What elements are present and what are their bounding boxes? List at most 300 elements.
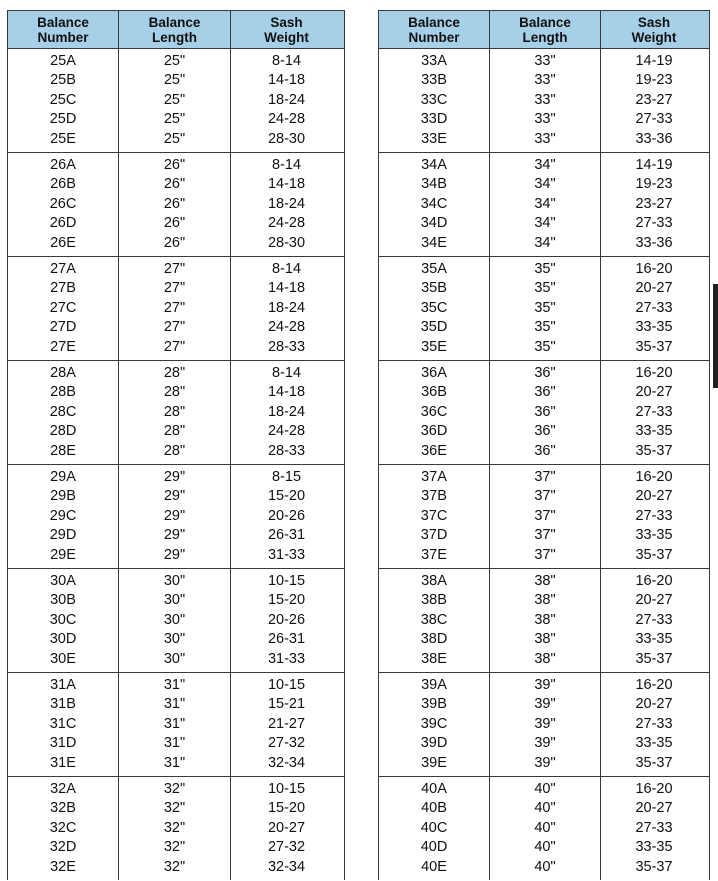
balance-length-cell: 33" bbox=[534, 72, 556, 89]
balance-length-cell: 35" bbox=[534, 260, 556, 277]
balance-number-cell: 38B bbox=[421, 592, 447, 609]
balance-number-cell: 29B bbox=[50, 488, 76, 505]
sash-weight-cell: 20-26 bbox=[267, 507, 306, 524]
balance-length-cell: 40" bbox=[534, 819, 556, 836]
balance-length-cell: 27" bbox=[163, 299, 186, 316]
balance-length-cell: 32" bbox=[163, 819, 186, 836]
row-group bbox=[8, 361, 344, 465]
sash-weight-column bbox=[601, 569, 707, 672]
balance-number-cell: 29C bbox=[49, 507, 77, 524]
balance-length-cell: 34" bbox=[534, 234, 556, 251]
sash-weight-cell: 33-35 bbox=[635, 319, 673, 336]
balance-number-column bbox=[8, 361, 119, 464]
sash-weight-cell: 20-27 bbox=[635, 488, 673, 505]
sash-weight-column bbox=[601, 465, 707, 568]
balance-length-cell: 32" bbox=[163, 780, 186, 797]
balance-length-cell: 38" bbox=[534, 650, 556, 667]
sash-weight-cell: 16-20 bbox=[635, 260, 673, 277]
balance-number-cell: 26D bbox=[49, 215, 77, 232]
sash-weight-cell: 31-33 bbox=[267, 650, 306, 667]
balance-number-cell: 34E bbox=[421, 234, 447, 251]
sash-weight-column bbox=[601, 257, 707, 360]
table-body bbox=[8, 49, 344, 880]
balance-number-cell: 32D bbox=[49, 839, 77, 856]
balance-length-cell: 35" bbox=[534, 280, 556, 297]
balance-length-cell: 27" bbox=[163, 280, 186, 297]
sash-weight-cell: 24-28 bbox=[267, 111, 306, 128]
balance-length-column bbox=[490, 153, 601, 256]
balance-length-column bbox=[490, 257, 601, 360]
balance-length-cell: 26" bbox=[163, 195, 186, 212]
balance-length-column bbox=[119, 153, 231, 256]
balance-length-column bbox=[490, 361, 601, 464]
balance-number-cell: 31B bbox=[50, 696, 76, 713]
balance-length-cell: 36" bbox=[534, 442, 556, 459]
balance-number-cell: 35A bbox=[421, 260, 447, 277]
balance-number-cell: 32E bbox=[50, 858, 76, 875]
page-edge-tab bbox=[713, 284, 718, 388]
balance-number-cell: 26C bbox=[49, 195, 77, 212]
balance-length-cell: 31" bbox=[163, 696, 186, 713]
balance-length-cell: 25" bbox=[163, 52, 186, 69]
row-group bbox=[8, 673, 344, 777]
balance-number-cell: 27A bbox=[50, 260, 76, 277]
balance-length-cell: 39" bbox=[534, 735, 556, 752]
sash-weight-column bbox=[231, 569, 342, 672]
balance-number-column bbox=[8, 673, 119, 776]
row-group bbox=[379, 153, 709, 257]
sash-weight-column bbox=[231, 361, 342, 464]
balance-number-cell: 32B bbox=[50, 800, 76, 817]
balance-number-cell: 28A bbox=[50, 364, 76, 381]
sash-weight-cell: 27-33 bbox=[635, 507, 673, 524]
balance-length-cell: 32" bbox=[163, 800, 186, 817]
balance-length-cell: 40" bbox=[534, 780, 556, 797]
balance-number-cell: 38E bbox=[421, 650, 447, 667]
sash-weight-cell: 27-33 bbox=[635, 403, 673, 420]
sash-weight-column bbox=[231, 673, 342, 776]
balance-length-cell: 27" bbox=[163, 260, 186, 277]
balance-length-cell: 30" bbox=[163, 650, 186, 667]
balance-length-column bbox=[119, 569, 231, 672]
sash-weight-cell: 14-18 bbox=[267, 176, 306, 193]
row-group bbox=[8, 49, 344, 153]
sash-weight-cell: 20-26 bbox=[267, 611, 306, 628]
balance-length-cell: 38" bbox=[534, 572, 556, 589]
sash-weight-cell: 27-33 bbox=[635, 111, 673, 128]
sash-weight-cell: 15-20 bbox=[267, 800, 306, 817]
balance-number-cell: 32C bbox=[49, 819, 77, 836]
sash-weight-column bbox=[601, 153, 707, 256]
balance-length-cell: 35" bbox=[534, 319, 556, 336]
row-group bbox=[379, 569, 709, 673]
sash-weight-cell: 20-27 bbox=[635, 280, 673, 297]
balance-length-column bbox=[119, 49, 231, 152]
balance-number-cell: 37E bbox=[421, 546, 447, 563]
balance-number-cell: 40A bbox=[421, 780, 447, 797]
balance-length-cell: 25" bbox=[163, 91, 186, 108]
sash-weight-cell: 28-30 bbox=[267, 234, 306, 251]
balance-table-right bbox=[378, 10, 710, 880]
balance-number-cell: 37D bbox=[420, 527, 448, 544]
balance-number-cell: 40B bbox=[421, 800, 447, 817]
balance-length-column bbox=[119, 777, 231, 880]
balance-length-cell: 25" bbox=[163, 130, 186, 147]
balance-length-cell: 36" bbox=[534, 384, 556, 401]
row-group bbox=[379, 465, 709, 569]
balance-number-cell: 36C bbox=[420, 403, 448, 420]
sash-weight-cell: 15-20 bbox=[267, 592, 306, 609]
sash-weight-cell: 28-33 bbox=[267, 442, 306, 459]
sash-weight-cell: 16-20 bbox=[635, 364, 673, 381]
sash-weight-cell: 33-35 bbox=[635, 735, 673, 752]
balance-length-cell: 37" bbox=[534, 468, 556, 485]
balance-number-cell: 30B bbox=[50, 592, 76, 609]
balance-number-cell: 29D bbox=[49, 527, 77, 544]
balance-number-cell: 25D bbox=[49, 111, 77, 128]
sash-weight-cell: 35-37 bbox=[635, 442, 673, 459]
balance-number-column bbox=[379, 465, 490, 568]
balance-length-cell: 40" bbox=[534, 800, 556, 817]
balance-length-column bbox=[490, 49, 601, 152]
balance-number-cell: 34A bbox=[421, 156, 447, 173]
balance-number-cell: 28B bbox=[50, 384, 76, 401]
balance-length-column bbox=[119, 465, 231, 568]
balance-number-column bbox=[379, 257, 490, 360]
header-balance-number: Balance Number bbox=[8, 11, 119, 48]
balance-length-column bbox=[119, 673, 231, 776]
row-group bbox=[8, 777, 344, 880]
row-group bbox=[379, 361, 709, 465]
sash-weight-cell: 31-33 bbox=[267, 546, 306, 563]
sash-weight-cell: 14-18 bbox=[267, 72, 306, 89]
row-group bbox=[379, 673, 709, 777]
sash-weight-column bbox=[231, 465, 342, 568]
balance-number-column bbox=[8, 153, 119, 256]
balance-length-cell: 40" bbox=[534, 839, 556, 856]
balance-number-cell: 25E bbox=[50, 130, 76, 147]
balance-number-cell: 40C bbox=[420, 819, 448, 836]
balance-number-cell: 25C bbox=[49, 91, 77, 108]
balance-number-cell: 27E bbox=[50, 338, 76, 355]
sash-weight-cell: 14-19 bbox=[635, 156, 673, 173]
balance-length-cell: 33" bbox=[534, 111, 556, 128]
sash-weight-cell: 16-20 bbox=[635, 676, 673, 693]
sash-weight-column bbox=[601, 361, 707, 464]
balance-length-cell: 28" bbox=[163, 442, 186, 459]
sash-weight-cell: 8-15 bbox=[271, 468, 302, 485]
sash-weight-cell: 27-33 bbox=[635, 715, 673, 732]
sash-weight-cell: 15-21 bbox=[267, 696, 306, 713]
row-group bbox=[8, 569, 344, 673]
balance-length-cell: 29" bbox=[163, 488, 186, 505]
sash-weight-cell: 8-14 bbox=[271, 260, 302, 277]
sash-weight-cell: 23-27 bbox=[635, 195, 673, 212]
balance-number-cell: 27D bbox=[49, 319, 77, 336]
balance-length-cell: 31" bbox=[163, 754, 186, 771]
header-balance-length: Balance Length bbox=[119, 11, 231, 48]
balance-number-cell: 28D bbox=[49, 423, 77, 440]
balance-length-cell: 26" bbox=[163, 156, 186, 173]
sash-weight-cell: 26-31 bbox=[267, 527, 306, 544]
balance-number-cell: 27B bbox=[50, 280, 76, 297]
balance-length-cell: 29" bbox=[163, 527, 186, 544]
sash-weight-cell: 19-23 bbox=[635, 72, 673, 89]
balance-number-cell: 33C bbox=[420, 91, 448, 108]
balance-length-cell: 32" bbox=[163, 839, 186, 856]
balance-number-cell: 36E bbox=[421, 442, 447, 459]
sash-weight-cell: 27-33 bbox=[635, 299, 673, 316]
balance-number-column bbox=[379, 777, 490, 880]
sash-weight-column bbox=[231, 257, 342, 360]
sash-weight-cell: 26-31 bbox=[267, 631, 306, 648]
sash-weight-cell: 35-37 bbox=[635, 754, 673, 771]
balance-length-cell: 38" bbox=[534, 631, 556, 648]
balance-number-cell: 26B bbox=[50, 176, 76, 193]
balance-length-column bbox=[119, 361, 231, 464]
header-sash-weight: Sash Weight bbox=[264, 14, 309, 45]
row-group bbox=[8, 465, 344, 569]
balance-number-column bbox=[379, 569, 490, 672]
header-balance-length: Balance Length bbox=[490, 11, 601, 48]
balance-number-cell: 37B bbox=[421, 488, 447, 505]
sash-weight-cell: 18-24 bbox=[267, 403, 306, 420]
sash-weight-cell: 20-27 bbox=[635, 800, 673, 817]
header-sash-weight: Sash Weight bbox=[631, 14, 677, 45]
balance-number-cell: 37A bbox=[421, 468, 447, 485]
balance-number-cell: 28E bbox=[50, 442, 76, 459]
balance-number-cell: 40E bbox=[421, 858, 447, 875]
balance-number-cell: 33E bbox=[421, 130, 447, 147]
sash-weight-cell: 32-34 bbox=[267, 754, 306, 771]
balance-length-column bbox=[490, 777, 601, 880]
balance-length-cell: 36" bbox=[534, 403, 556, 420]
balance-number-column bbox=[379, 49, 490, 152]
sash-weight-cell: 35-37 bbox=[635, 858, 673, 875]
balance-number-cell: 38A bbox=[421, 572, 447, 589]
sash-weight-cell: 27-33 bbox=[635, 611, 673, 628]
balance-length-cell: 33" bbox=[534, 91, 556, 108]
balance-length-cell: 36" bbox=[534, 423, 556, 440]
balance-length-cell: 28" bbox=[163, 423, 186, 440]
sash-weight-cell: 10-15 bbox=[267, 780, 306, 797]
balance-length-cell: 32" bbox=[163, 858, 186, 875]
balance-table-left bbox=[7, 10, 345, 880]
sash-weight-cell: 18-24 bbox=[267, 299, 306, 316]
balance-length-cell: 34" bbox=[534, 156, 556, 173]
balance-number-column bbox=[8, 465, 119, 568]
balance-length-cell: 26" bbox=[163, 176, 186, 193]
table-header bbox=[8, 10, 344, 49]
balance-number-cell: 32A bbox=[50, 780, 76, 797]
sash-weight-cell: 18-24 bbox=[267, 91, 306, 108]
balance-number-column bbox=[8, 777, 119, 880]
balance-length-cell: 30" bbox=[163, 572, 186, 589]
sash-weight-cell: 28-33 bbox=[267, 338, 306, 355]
balance-number-cell: 33D bbox=[420, 111, 448, 128]
balance-number-cell: 29A bbox=[50, 468, 76, 485]
balance-number-cell: 33B bbox=[421, 72, 447, 89]
sash-weight-cell: 27-32 bbox=[267, 839, 306, 856]
balance-length-cell: 26" bbox=[163, 215, 186, 232]
balance-length-cell: 35" bbox=[534, 338, 556, 355]
sash-weight-cell: 8-14 bbox=[271, 364, 302, 381]
balance-length-cell: 28" bbox=[163, 403, 186, 420]
balance-length-cell: 27" bbox=[163, 338, 186, 355]
balance-length-cell: 34" bbox=[534, 195, 556, 212]
balance-length-cell: 31" bbox=[163, 676, 186, 693]
sash-weight-cell: 32-34 bbox=[267, 858, 306, 875]
header-balance-number: Balance Number bbox=[379, 11, 490, 48]
sash-weight-column bbox=[601, 49, 707, 152]
sash-weight-cell: 35-37 bbox=[635, 338, 673, 355]
balance-length-cell: 37" bbox=[534, 546, 556, 563]
balance-number-cell: 36B bbox=[421, 384, 447, 401]
balance-number-cell: 39C bbox=[420, 715, 448, 732]
sash-weight-cell: 10-15 bbox=[267, 676, 306, 693]
sash-weight-cell: 33-36 bbox=[635, 234, 673, 251]
balance-length-cell: 39" bbox=[534, 696, 556, 713]
balance-length-column bbox=[490, 569, 601, 672]
balance-number-cell: 38C bbox=[420, 611, 448, 628]
sash-weight-cell: 16-20 bbox=[635, 572, 673, 589]
sash-weight-cell: 20-27 bbox=[635, 696, 673, 713]
balance-length-cell: 30" bbox=[163, 611, 186, 628]
sash-weight-cell: 16-20 bbox=[635, 780, 673, 797]
balance-number-cell: 31D bbox=[49, 735, 77, 752]
balance-length-cell: 34" bbox=[534, 215, 556, 232]
balance-number-cell: 36A bbox=[421, 364, 447, 381]
sash-weight-cell: 18-24 bbox=[267, 195, 306, 212]
sash-weight-cell: 24-28 bbox=[267, 215, 306, 232]
balance-length-cell: 40" bbox=[534, 858, 556, 875]
balance-length-cell: 29" bbox=[163, 546, 186, 563]
balance-number-column bbox=[379, 361, 490, 464]
balance-length-cell: 28" bbox=[163, 384, 186, 401]
sash-weight-cell: 14-18 bbox=[267, 384, 306, 401]
balance-number-column bbox=[379, 153, 490, 256]
balance-number-cell: 30E bbox=[50, 650, 76, 667]
balance-number-column bbox=[379, 673, 490, 776]
balance-number-cell: 39D bbox=[420, 735, 448, 752]
balance-length-cell: 30" bbox=[163, 592, 186, 609]
balance-number-cell: 30C bbox=[49, 611, 77, 628]
balance-length-cell: 31" bbox=[163, 715, 186, 732]
balance-length-column bbox=[490, 673, 601, 776]
row-group bbox=[379, 49, 709, 153]
sash-weight-cell: 8-14 bbox=[271, 52, 302, 69]
sash-weight-column bbox=[231, 153, 342, 256]
balance-number-cell: 31E bbox=[50, 754, 76, 771]
balance-number-cell: 39E bbox=[421, 754, 447, 771]
sash-weight-cell: 27-32 bbox=[267, 735, 306, 752]
row-group bbox=[379, 777, 709, 880]
sash-weight-column bbox=[231, 777, 342, 880]
sash-weight-column bbox=[601, 673, 707, 776]
balance-number-cell: 35B bbox=[421, 280, 447, 297]
balance-length-cell: 28" bbox=[163, 364, 186, 381]
balance-length-column bbox=[119, 257, 231, 360]
balance-number-cell: 25A bbox=[50, 52, 76, 69]
sash-weight-cell: 33-36 bbox=[635, 130, 673, 147]
balance-length-cell: 35" bbox=[534, 299, 556, 316]
balance-number-cell: 26A bbox=[50, 156, 76, 173]
sash-weight-cell: 35-37 bbox=[635, 650, 673, 667]
balance-number-cell: 38D bbox=[420, 631, 448, 648]
balance-number-cell: 35C bbox=[420, 299, 448, 316]
sash-weight-cell: 24-28 bbox=[267, 319, 306, 336]
sash-weight-cell: 20-27 bbox=[635, 592, 673, 609]
balance-number-cell: 30A bbox=[50, 572, 76, 589]
sash-weight-cell: 8-14 bbox=[271, 156, 302, 173]
balance-length-cell: 39" bbox=[534, 676, 556, 693]
balance-length-cell: 26" bbox=[163, 234, 186, 251]
balance-length-cell: 39" bbox=[534, 715, 556, 732]
sash-weight-column bbox=[601, 777, 707, 880]
sash-weight-column bbox=[231, 49, 342, 152]
sash-weight-cell: 15-20 bbox=[267, 488, 306, 505]
balance-length-cell: 34" bbox=[534, 176, 556, 193]
balance-number-cell: 36D bbox=[420, 423, 448, 440]
balance-number-cell: 35D bbox=[420, 319, 448, 336]
sash-weight-cell: 33-35 bbox=[635, 527, 673, 544]
table-body bbox=[379, 49, 709, 880]
sash-weight-cell: 27-33 bbox=[635, 215, 673, 232]
balance-length-cell: 38" bbox=[534, 611, 556, 628]
balance-length-cell: 36" bbox=[534, 364, 556, 381]
sash-weight-cell: 33-35 bbox=[635, 423, 673, 440]
balance-length-cell: 33" bbox=[534, 130, 556, 147]
sash-weight-cell: 20-27 bbox=[267, 819, 306, 836]
sash-weight-cell: 35-37 bbox=[635, 546, 673, 563]
balance-number-cell: 27C bbox=[49, 299, 77, 316]
row-group bbox=[8, 257, 344, 361]
balance-length-cell: 29" bbox=[163, 468, 186, 485]
sash-weight-cell: 33-35 bbox=[635, 631, 673, 648]
sash-weight-cell: 19-23 bbox=[635, 176, 673, 193]
balance-length-cell: 25" bbox=[163, 72, 186, 89]
balance-length-cell: 37" bbox=[534, 488, 556, 505]
balance-number-cell: 28C bbox=[49, 403, 77, 420]
balance-number-cell: 31A bbox=[50, 676, 76, 693]
balance-number-cell: 31C bbox=[49, 715, 77, 732]
balance-length-column bbox=[490, 465, 601, 568]
sash-weight-cell: 14-18 bbox=[267, 280, 306, 297]
sash-weight-cell: 20-27 bbox=[635, 384, 673, 401]
balance-number-cell: 39B bbox=[421, 696, 447, 713]
balance-number-cell: 40D bbox=[420, 839, 448, 856]
balance-length-cell: 27" bbox=[163, 319, 186, 336]
balance-number-cell: 35E bbox=[421, 338, 447, 355]
sash-weight-cell: 33-35 bbox=[635, 839, 673, 856]
balance-number-column bbox=[8, 49, 119, 152]
balance-length-cell: 38" bbox=[534, 592, 556, 609]
sash-weight-cell: 10-15 bbox=[267, 572, 306, 589]
balance-number-cell: 26E bbox=[50, 234, 76, 251]
row-group bbox=[379, 257, 709, 361]
balance-number-cell: 34D bbox=[420, 215, 448, 232]
balance-number-column bbox=[8, 257, 119, 360]
sash-weight-cell: 23-27 bbox=[635, 91, 673, 108]
sash-weight-cell: 28-30 bbox=[267, 130, 306, 147]
balance-length-cell: 37" bbox=[534, 527, 556, 544]
balance-number-cell: 33A bbox=[421, 52, 447, 69]
balance-number-cell: 37C bbox=[420, 507, 448, 524]
balance-length-cell: 31" bbox=[163, 735, 186, 752]
balance-length-cell: 37" bbox=[534, 507, 556, 524]
balance-number-cell: 25B bbox=[50, 72, 76, 89]
balance-number-cell: 34B bbox=[421, 176, 447, 193]
